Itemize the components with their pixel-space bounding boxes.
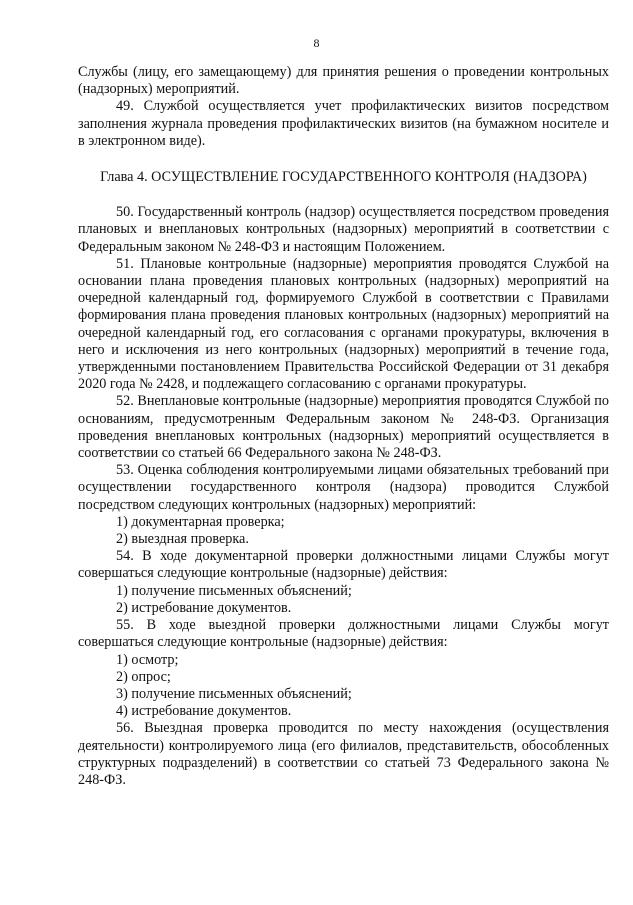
list-item: 4) истребование документов. [116, 703, 292, 720]
paragraph-50: 50. Государственный контроль (надзор) осуществляется посредством проведения плановых и внеплановых контрольных (надзорных) мероприятий в соответствии с Федеральным законом № 248-ФЗ и настоящим Положением. [78, 204, 609, 255]
paragraph-56: 56. Выездная проверка проводится по месту нахождения (осуществления деятельности) контролируемого лица (его филиалов, представительств, обособленных структурных подразделений) в соответствии со статьей 73 Федерального закона № 248-ФЗ. [78, 720, 609, 788]
paragraph-continuation: Службы (лицу, его замещающему) для принятия решения о проведении контрольных (надзорных) мероприятий. [78, 64, 609, 98]
list-item: 2) истребование документов. [116, 599, 292, 616]
list-item: 3) получение письменных объяснений; [116, 685, 352, 702]
list-item: 1) осмотр; [116, 651, 179, 668]
paragraph-55: 55. В ходе выездной проверки должностными лицами Службы могут совершаться следующие контрольные (надзорные) действия: [78, 617, 609, 651]
paragraph-53: 53. Оценка соблюдения контролируемыми лицами обязательных требований при осуществлении государственного контроля (надзора) проводится Службой посредством следующих контрольных (надзорных) мероприятий: [78, 462, 609, 513]
chapter-heading: Глава 4. ОСУЩЕСТВЛЕНИЕ ГОСУДАРСТВЕННОГО КОНТРОЛЯ (НАДЗОРА) [100, 169, 587, 186]
paragraph-49: 49. Службой осуществляется учет профилактических визитов посредством заполнения журнала проведения профилактических визитов (на бумажном носителе и в электронном виде). [78, 98, 609, 149]
paragraph-51: 51. Плановые контрольные (надзорные) мероприятия проводятся Службой на основании плана проведения плановых контрольных (надзорных) мероприятий на очередной календарный год, формируемого Службой в соответствии с Правилами формирования плана проведения плановых контрольных (надзорных) мероприятий на очередной календарный год, его согласования с органами прокуратуры, включения в него и исключения из него контрольных (надзорных) мероприятий в течение года, утвержденными постановлением Правительства Российской Федерации от 31 декабря 2020 года № 2428, и подлежащего согласованию с органами прокуратуры. [78, 255, 609, 393]
list-item: 1) документарная проверка; [116, 513, 285, 530]
paragraph-52: 52. Внеплановые контрольные (надзорные) мероприятия проводятся Службой по основаниям, предусмотренным Федеральным законом № 248-ФЗ. Организация проведения внеплановых контрольных (надзорных) мероприятий осуществляется в соответствии со статьей 66 Федерального закона № 248-ФЗ. [78, 393, 609, 462]
list-item: 2) опрос; [116, 668, 171, 685]
list-item: 2) выездная проверка. [116, 531, 249, 548]
document-body [78, 64, 609, 789]
paragraph-54: 54. В ходе документарной проверки должностными лицами Службы могут совершаться следующие контрольные (надзорные) действия: [78, 548, 609, 582]
list-item: 1) получение письменных объяснений; [116, 582, 352, 599]
page-number: 8 [313, 36, 320, 50]
